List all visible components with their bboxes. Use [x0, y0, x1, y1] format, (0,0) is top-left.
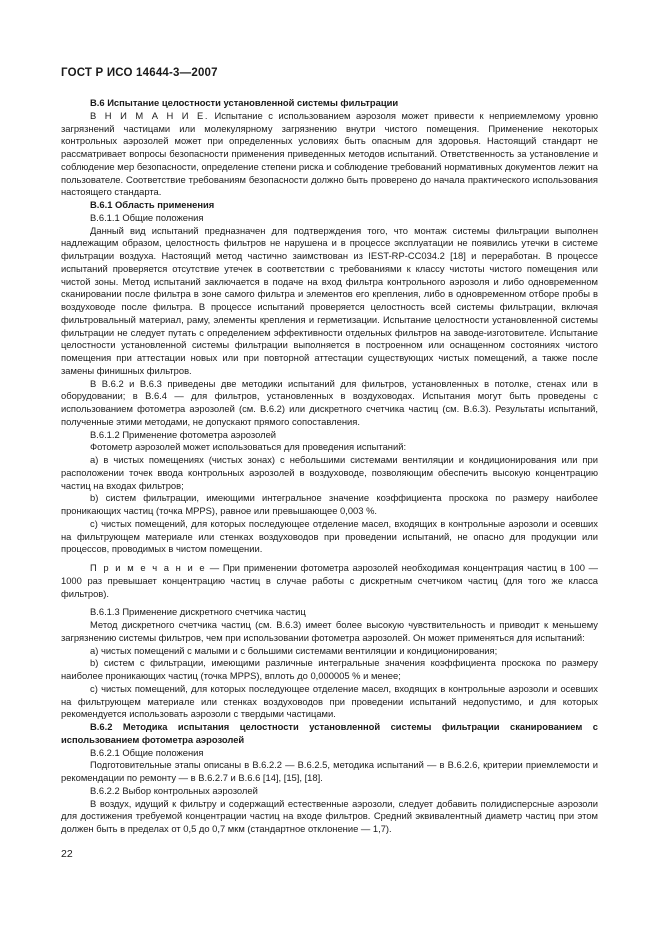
paragraph-text: — При применении фотометра аэрозолей необходимая концентрация частиц в 100 — 1000 раз превышает концентрацию частиц в случае работы с дискретным счетчиком частиц (для того же класса фильтров).	[61, 562, 598, 599]
document-body	[61, 97, 598, 836]
spaced-label: В Н И М А Н И Е.	[90, 109, 209, 121]
paragraph: В.6.2.2 Выбор контрольных аэрозолей	[90, 784, 258, 796]
paragraph: c) чистых помещений, для которых последующее отделение масел, входящих в контрольные аэрозоли и осевших на фильтрующем материале или стенках воздуховодов при проведении испытаний, не опасно для продукции или процессов, проводимых в чистом помещении.	[61, 517, 598, 555]
paragraph: a) чистых помещений с малыми и с большими системами вентиляции и кондиционирования;	[90, 644, 498, 656]
paragraph	[61, 562, 598, 600]
paragraph: b) систем фильтрации, имеющими интегральное значение коэффициента проскока по размеру наиболее проникающих частиц (точка MPPS), равное или превышающее 0,003 %.	[61, 492, 598, 516]
paragraph: В.6.2.1 Общие положения	[90, 746, 204, 758]
page-number: 22	[61, 848, 73, 860]
paragraph: c) чистых помещений, для которых последующее отделение масел, входящих в контрольные аэрозоли и осевших на фильтрующем материале или стенках воздуховодов при проведении испытаний недопустимо, и для которых рекомендуется использовать аэрозоли с твердыми частицами.	[61, 682, 598, 720]
paragraph: В.6.1.1 Общие положения	[90, 211, 204, 223]
section-heading: В.6 Испытание целостности установленной системы фильтрации	[90, 97, 399, 108]
paragraph: Данный вид испытаний предназначен для подтверждения того, что монтаж системы фильтрации выполнен надлежащим образом, целостность фильтров не нарушена и в процессе эксплуатации не появились утечки в системе фильтрации воздуха. Настоящий метод частично заимствован из IEST-RP-CC034.2 [18] и переработан. В процессе испытаний проверяется отсутствие утечек в соответствии с требованиями к классу чистоты чистого помещения или чистой зоны. Метод испытаний заключается в подаче на вход фильтра контрольного аэрозоля и либо одновременном сканировании после фильтра в зоне самого фильтра и элементов его крепления, либо в одновременном отборе пробы в воздуховоде после фильтра. В процессе испытаний проверяется целостность всей системы фильтрации, включая фильтровальный материал, раму, элементы крепления и герметизации. Испытание целостности установленной системы фильтрации не следует путать с определением эффективности отдельных фильтров на заводе-изготовителе. Испытание целостности установленной системы фильтрации выполняется в построенном или оснащенном состояниях чистого помещения при аттестации новых или при повторной аттестации существующих чистых помещений, а также после замены финишных фильтров.	[61, 224, 598, 376]
paragraph: Подготовительные этапы описаны в В.6.2.2 — В.6.2.5, методика испытаний — в В.6.2.6, критерии приемлемости и рекомендации по ремонту — в В.6.2.7 и В.6.6 [14], [15], [18].	[61, 759, 598, 783]
section-heading: В.6.2 Методика испытания целостности установленной системы фильтрации сканированием с использованием фотометра аэрозолей	[61, 721, 598, 745]
section-heading: В.6.1 Область применения	[90, 199, 215, 210]
spaced-label: П р и м е ч а н и е	[90, 562, 207, 573]
paragraph: В.6.1.3 Применение дискретного счетчика частиц	[90, 606, 306, 618]
paragraph: Фотометр аэрозолей может использоваться для проведения испытаний:	[90, 441, 407, 453]
paragraph: В воздух, идущий к фильтру и содержащий естественные аэрозоли, следует добавить полидисперсные аэрозоли для достижения требуемой концентрации частиц на входе фильтров. Средний эквивалентный диаметр частиц при этом должен быть в пределах от 0,5 до 0,7 мкм (стандартное отклонение — 1,7).	[61, 797, 598, 834]
paragraph	[61, 110, 598, 199]
paragraph: a) в чистых помещениях (чистых зонах) с небольшими системами вентиляции и кондиционирования или при расположении точек ввода контрольных аэрозолей в воздуховоде, позволяющим обеспечить высокую концентрацию частиц на входах фильтров;	[61, 454, 598, 491]
paragraph: b) систем с фильтрации, имеющими различные интегральные значения коэффициента проскока по размеру наиболее проникающих частиц (точка MPPS), вплоть до 0,000005 % и менее;	[61, 657, 598, 681]
paragraph-text: Испытание с использованием аэрозоля может привести к неприемлемому уровню загрязнений частицами или молекулярному загрязнению внутри чистого помещения. Применение некоторых контрольных аэрозолей может при определенных условиях быть опасным для здоровья. Настоящий стандарт не рассматривает вопросы безопасности применения приведенных методов испытаний. Ответственность за установление и соблюдение мер безопасности, определение степени риска и соблюдение требований нормативных документов лежит на пользователе. Соответствие требованиям безопасности должно быть проверено до начала практического использования настоящего стандарта.	[61, 109, 598, 198]
paragraph: В В.6.2 и В.6.3 приведены две методики испытаний для фильтров, установленных в потолке, стенах или в оборудовании; в В.6.4 — для фильтров, установленных в воздуховодах. Испытания могут быть проведены с использованием фотометра аэрозолей (см. В.6.2) или дискретного счетчика частиц (см. В.6.3). Результаты испытаний, полученные этими методами, не допускают прямого сопоставления.	[61, 377, 598, 427]
paragraph: В.6.1.2 Применение фотометра аэрозолей	[90, 428, 277, 440]
document-header: ГОСТ Р ИСО 14644-3—2007	[61, 67, 218, 79]
paragraph: Метод дискретного счетчика частиц (см. В.6.3) имеет более высокую чувствительность и приводит к меньшему загрязнению системы фильтров, чем при использовании фотометра аэрозолей. Он может применяться для испытаний:	[61, 619, 598, 643]
